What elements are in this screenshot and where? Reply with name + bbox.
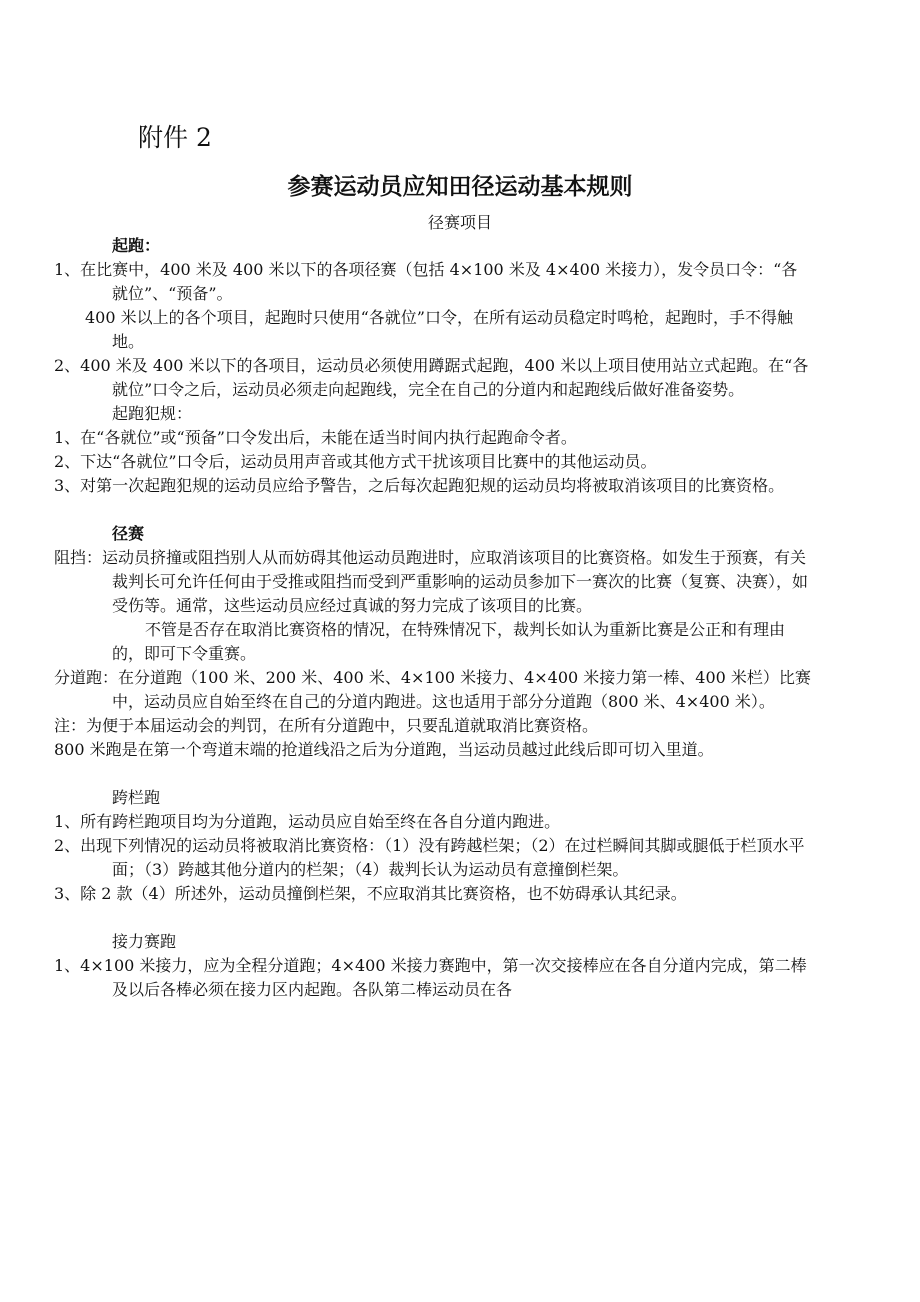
spacer [112, 498, 812, 522]
paragraph: 800 米跑是在第一个弯道末端的抢道线沿之后为分道跑，当运动员越过此线后即可切入里道。 [54, 740, 714, 759]
document-body [54, 234, 812, 1002]
spacer [112, 906, 812, 930]
section-heading-relay: 接力赛跑 [112, 932, 177, 951]
paragraph: 1、4×100 米接力，应为全程分道跑；4×400 米接力赛跑中，第一次交接棒应在各自分道内完成，第二棒及以后各棒必须在接力区内起跑。各队第二棒运动员在各 [54, 956, 807, 999]
paragraph: 400 米以上的各个项目，起跑时只使用“各就位”口令，在所有运动员稳定时鸣枪，起跑时，手不得触地。 [85, 308, 793, 351]
document-title: 参赛运动员应知田径运动基本规则 [287, 174, 633, 200]
document-subtitle: 径赛项目 [427, 213, 492, 232]
section-heading-start: 起跑： [112, 236, 161, 255]
section-heading-track: 径赛 [112, 524, 145, 543]
attachment-label: 附件 2 [138, 123, 212, 152]
paragraph: 分道跑：在分道跑（100 米、200 米、400 米、4×100 米接力、4×400 米接力第一棒、400 米栏）比赛中，运动员应自始至终在自己的分道内跑进。这也适用于部分分道跑（800 米、4×400 米）。 [54, 668, 811, 711]
paragraph: 注：为便于本届运动会的判罚，在所有分道跑中，只要乱道就取消比赛资格。 [54, 716, 599, 735]
spacer [112, 762, 812, 786]
section-heading-hurdles: 跨栏跑 [112, 788, 161, 807]
paragraph: 3、除 2 款（4）所述外，运动员撞倒栏架，不应取消其比赛资格，也不妨碍承认其纪录。 [54, 884, 687, 903]
paragraph: 1、在比赛中，400 米及 400 米以下的各项径赛（包括 4×100 米及 4×400 米接力），发令员口令：“各就位”、“预备”。 [54, 260, 798, 303]
paragraph: 阻挡：运动员挤撞或阻挡别人从而妨碍其他运动员跑进时，应取消该项目的比赛资格。如发生于预赛，有关裁判长可允许任何由于受推或阻挡而受到严重影响的运动员参加下一赛次的比赛（复赛、决赛），如受伤等。通常，这些运动员应经过真诚的努力完成了该项目的比赛。 [54, 548, 809, 615]
paragraph: 不管是否存在取消比赛资格的情况，在特殊情况下，裁判长如认为重新比赛是公正和有理由的，即可下令重赛。 [112, 620, 786, 663]
paragraph: 3、对第一次起跑犯规的运动员应给予警告，之后每次起跑犯规的运动员均将被取消该项目的比赛资格。 [54, 476, 785, 495]
paragraph: 2、400 米及 400 米以下的各项目，运动员必须使用蹲踞式起跑，400 米以上项目使用站立式起跑。在“各就位”口令之后，运动员必须走向起跑线，完全在自己的分道内和起跑线后做好准备姿势。 [54, 356, 809, 399]
paragraph: 2、出现下列情况的运动员将被取消比赛资格：（1）没有跨越栏架；（2）在过栏瞬间其脚或腿低于栏顶水平面；（3）跨越其他分道内的栏架；（4）裁判长认为运动员有意撞倒栏架。 [54, 836, 805, 879]
paragraph: 1、在“各就位”或“预备”口令发出后，未能在适当时间内执行起跑命令者。 [54, 428, 577, 447]
section-heading-false-start: 起跑犯规： [112, 404, 193, 423]
paragraph: 1、所有跨栏跑项目均为分道跑，运动员应自始至终在各自分道内跑进。 [54, 812, 561, 831]
paragraph: 2、下达“各就位”口令后，运动员用声音或其他方式干扰该项目比赛中的其他运动员。 [54, 452, 657, 471]
